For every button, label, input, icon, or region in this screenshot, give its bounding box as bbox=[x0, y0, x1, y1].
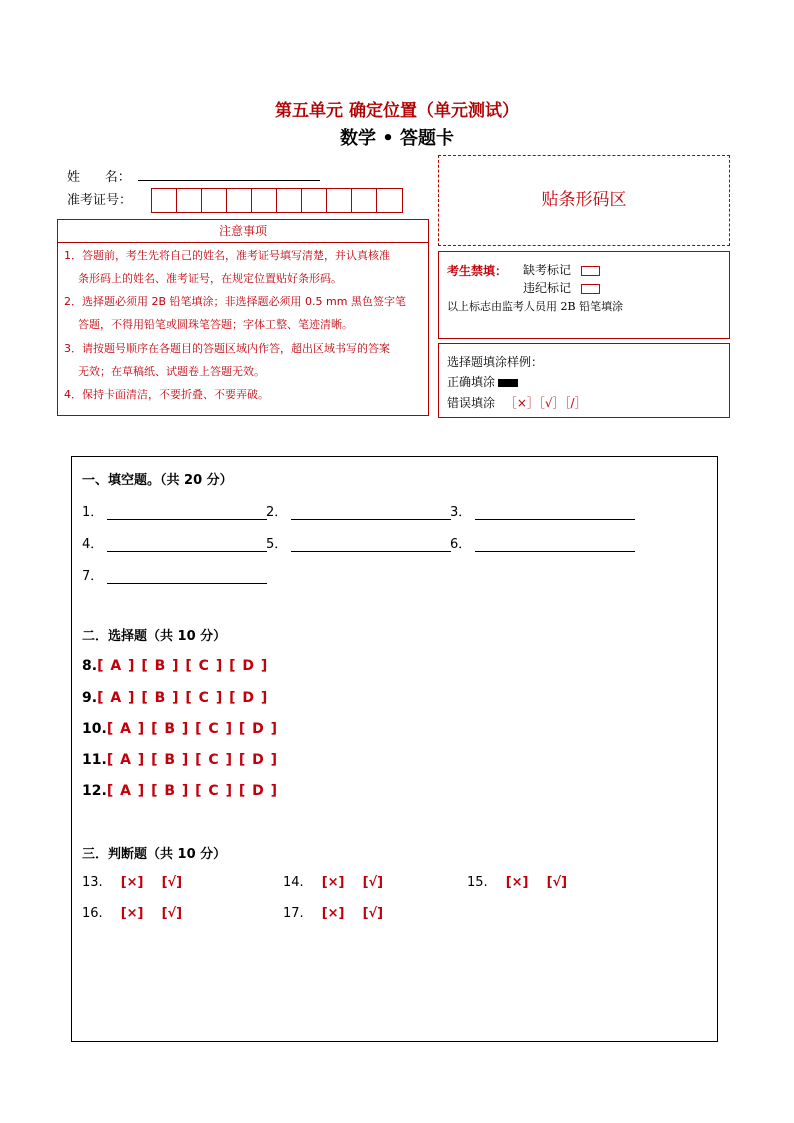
notice-line: 无效；在草稿纸、试题卷上答题无效。 bbox=[78, 365, 265, 378]
q-number: 1． bbox=[82, 505, 104, 520]
tf-q13 bbox=[82, 875, 182, 890]
q-number: 10. bbox=[82, 721, 107, 737]
correct-sample bbox=[447, 373, 518, 390]
fill-sample-box bbox=[438, 343, 730, 418]
tf-q15 bbox=[467, 875, 567, 890]
id-digit-box[interactable] bbox=[177, 189, 202, 212]
choice-q9 bbox=[82, 687, 268, 706]
q-number: 9. bbox=[82, 690, 98, 706]
q-number: 8. bbox=[82, 658, 98, 674]
violation-box[interactable] bbox=[581, 284, 600, 294]
fill-q4 bbox=[82, 533, 267, 552]
fill-q5 bbox=[266, 533, 451, 552]
id-digit-box[interactable] bbox=[302, 189, 327, 212]
q-number: 13. bbox=[82, 875, 103, 890]
choice-q10 bbox=[82, 718, 278, 737]
violation-label: 违纪标记 bbox=[523, 281, 572, 295]
answer-blank[interactable] bbox=[107, 539, 267, 552]
choice-options[interactable]: [ A ] [ B ] [ C ] [ D ] bbox=[106, 783, 279, 799]
answer-blank[interactable] bbox=[107, 507, 267, 520]
fill-q6 bbox=[450, 533, 635, 552]
filled-mark-icon bbox=[498, 379, 518, 387]
page-title: 第五单元 确定位置（单元测试） bbox=[275, 101, 519, 121]
answer-blank[interactable] bbox=[475, 507, 635, 520]
sample-heading: 选择题填涂样例： bbox=[447, 355, 544, 369]
tf-q14 bbox=[283, 875, 383, 890]
notice-line: 条形码上的姓名、准考证号，在规定位置贴好条形码。 bbox=[78, 272, 342, 285]
notice-line: 3．请按题号顺序在各题目的答题区域内作答，超出区域书写的答案 bbox=[64, 342, 390, 355]
ban-label: 考生禁填： bbox=[447, 264, 508, 278]
name-field[interactable] bbox=[138, 180, 320, 181]
answer-blank[interactable] bbox=[107, 571, 267, 584]
answer-blank[interactable] bbox=[475, 539, 635, 552]
choice-options[interactable]: [ A ] [ B ] [ C ] [ D ] bbox=[97, 690, 269, 706]
q-number: 7． bbox=[82, 569, 104, 584]
exam-id-label: 准考证号： bbox=[67, 193, 133, 208]
id-digit-box[interactable] bbox=[377, 189, 402, 212]
wrong-marks: ［×］［√］［/］ bbox=[504, 396, 587, 410]
tf-marks[interactable]: [×] [√] bbox=[321, 906, 384, 921]
q-number: 14. bbox=[283, 875, 304, 890]
answer-blank[interactable] bbox=[291, 539, 451, 552]
tf-marks[interactable]: [×] [√] bbox=[321, 875, 384, 890]
tf-marks[interactable]: [×] [√] bbox=[120, 875, 183, 890]
q-number: 5． bbox=[266, 537, 288, 552]
notice-line: 4．保持卡面清洁，不要折叠、不要弄破。 bbox=[64, 388, 269, 401]
answer-area bbox=[71, 456, 718, 1042]
fill-q1 bbox=[82, 501, 267, 520]
q-number: 11. bbox=[82, 752, 107, 768]
ban-note: 以上标志由监考人员用 2B 铅笔填涂 bbox=[447, 300, 624, 313]
q-number: 17. bbox=[283, 906, 304, 921]
barcode-area: 贴条形码区 bbox=[438, 155, 730, 246]
choice-options[interactable]: [ A ] [ B ] [ C ] [ D ] bbox=[106, 752, 279, 768]
id-digit-box[interactable] bbox=[277, 189, 302, 212]
violation-mark bbox=[523, 279, 600, 296]
fill-q2 bbox=[266, 501, 451, 520]
notice-heading: 注意事项 bbox=[57, 219, 429, 243]
fill-q3 bbox=[450, 501, 635, 520]
q-number: 12. bbox=[82, 783, 107, 799]
id-digit-box[interactable] bbox=[202, 189, 227, 212]
answer-blank[interactable] bbox=[291, 507, 451, 520]
id-digit-box[interactable] bbox=[227, 189, 252, 212]
choice-q8 bbox=[82, 655, 268, 674]
subtitle-card: 答题卡 bbox=[400, 128, 455, 149]
id-digit-box[interactable] bbox=[252, 189, 277, 212]
proctor-marks-box bbox=[438, 251, 730, 339]
section1-title: 一、填空题。（共 20 分） bbox=[82, 473, 233, 488]
name-label: 姓 名： bbox=[67, 170, 131, 185]
tf-marks[interactable]: [×] [√] bbox=[120, 906, 183, 921]
tf-q16 bbox=[82, 906, 182, 921]
notice-line: 答题，不得用铅笔或圆珠笔答题；字体工整、笔迹清晰。 bbox=[78, 318, 353, 331]
q-number: 3． bbox=[450, 505, 472, 520]
absent-mark bbox=[523, 261, 600, 278]
subtitle-dot: • bbox=[382, 128, 394, 149]
notice-line: 1．答题前，考生先将自己的姓名，准考证号填写清楚，并认真核准 bbox=[64, 249, 390, 262]
subtitle-subject: 数学 bbox=[339, 128, 376, 149]
choice-q11 bbox=[82, 749, 278, 768]
exam-id-boxes[interactable] bbox=[151, 188, 403, 213]
notice-line: 2．选择题必须用 2B 铅笔填涂；非选择题必须用 0.5 mm 黑色签字笔 bbox=[64, 295, 406, 308]
notice-box bbox=[57, 241, 429, 416]
q-number: 2． bbox=[266, 505, 288, 520]
wrong-label: 错误填涂 bbox=[447, 396, 496, 410]
section3-title: 三．判断题（共 10 分） bbox=[82, 847, 227, 862]
absent-label: 缺考标记 bbox=[523, 263, 572, 277]
fill-q7 bbox=[82, 565, 267, 584]
q-number: 4． bbox=[82, 537, 104, 552]
id-digit-box[interactable] bbox=[327, 189, 352, 212]
choice-options[interactable]: [ A ] [ B ] [ C ] [ D ] bbox=[106, 721, 279, 737]
q-number: 16. bbox=[82, 906, 103, 921]
tf-marks[interactable]: [×] [√] bbox=[505, 875, 568, 890]
page-subtitle bbox=[0, 124, 794, 150]
id-digit-box[interactable] bbox=[152, 189, 177, 212]
correct-label: 正确填涂 bbox=[447, 375, 496, 389]
q-number: 6． bbox=[450, 537, 472, 552]
choice-options[interactable]: [ A ] [ B ] [ C ] [ D ] bbox=[97, 658, 269, 674]
absent-box[interactable] bbox=[581, 266, 600, 276]
q-number: 15. bbox=[467, 875, 488, 890]
section2-title: 二．选择题（共 10 分） bbox=[82, 629, 227, 644]
tf-q17 bbox=[283, 906, 383, 921]
choice-q12 bbox=[82, 780, 278, 799]
wrong-sample bbox=[447, 394, 587, 411]
id-digit-box[interactable] bbox=[352, 189, 377, 212]
